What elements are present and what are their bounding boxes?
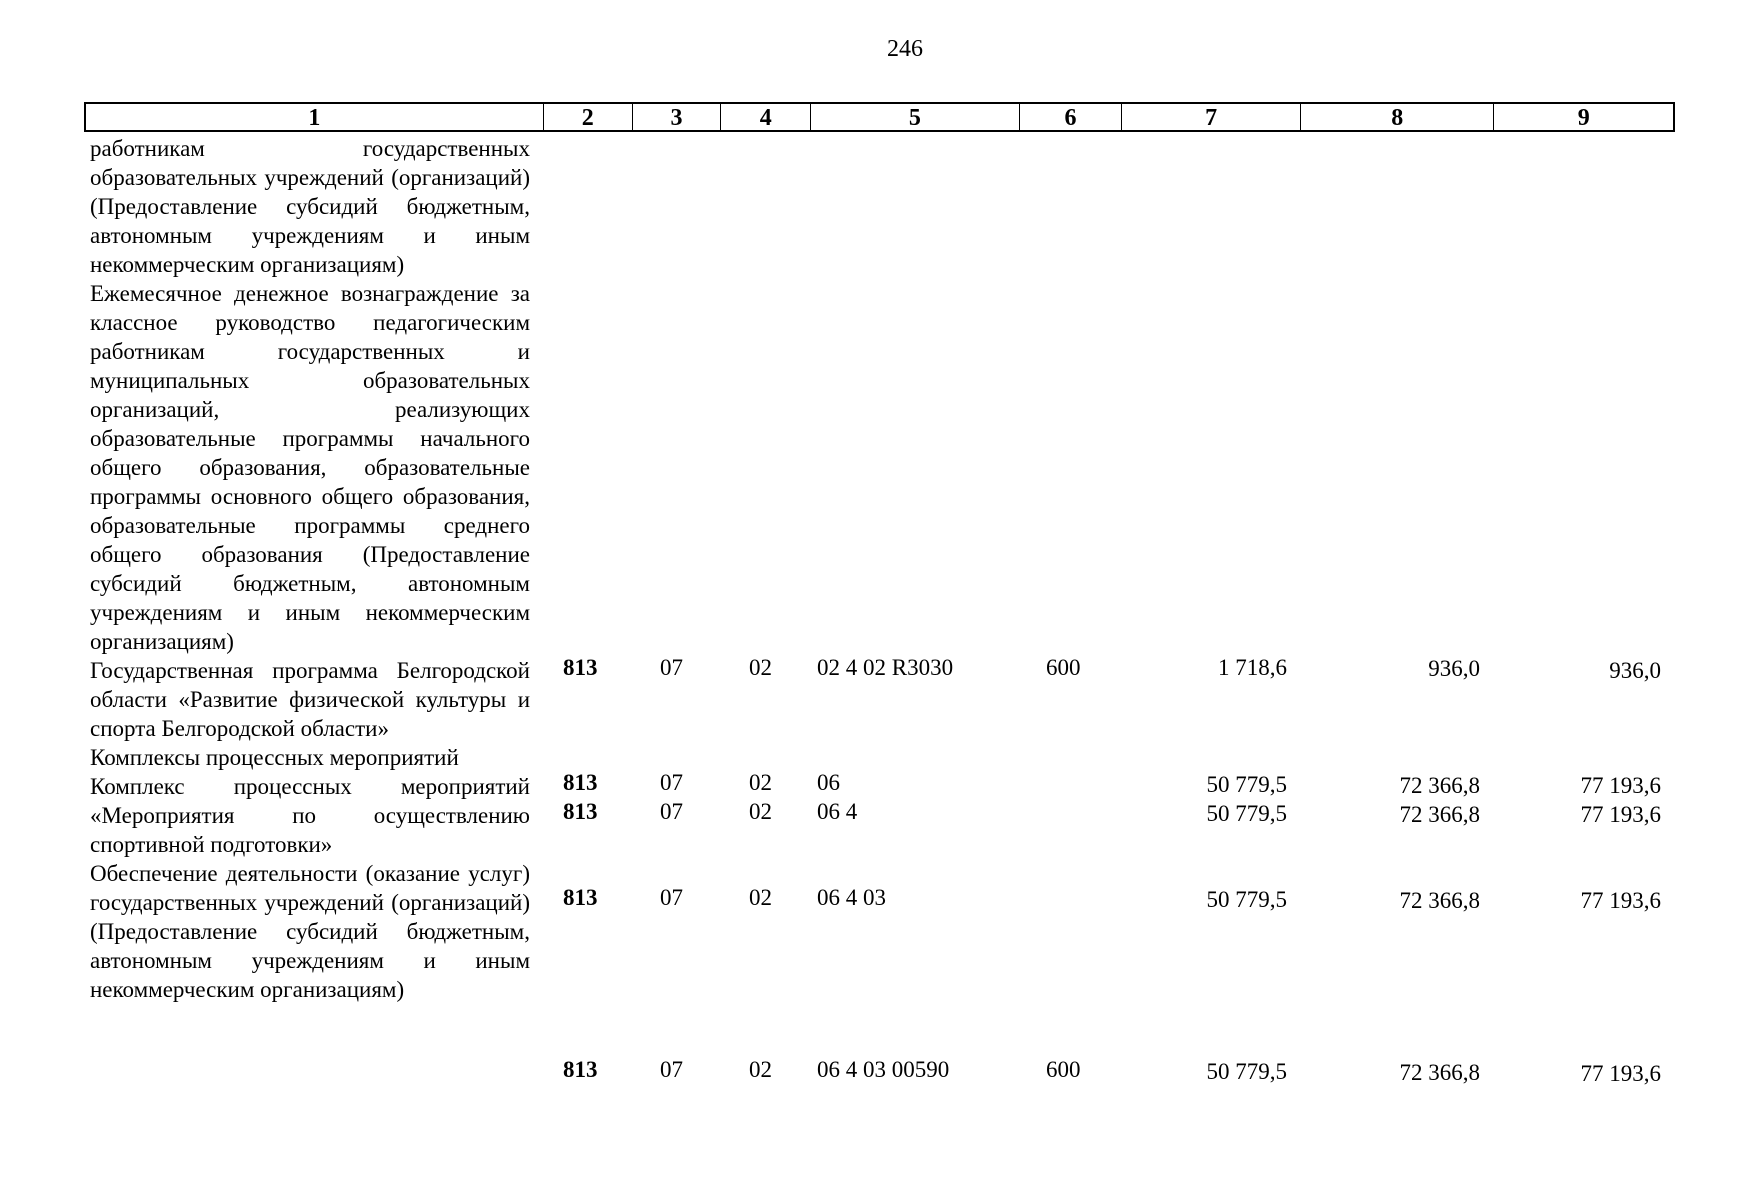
header-col-2: 2 [544, 104, 633, 130]
header-col-4: 4 [721, 104, 811, 130]
cell-c7: 50 779,5 [1206, 1059, 1287, 1084]
header-col-7: 7 [1122, 104, 1301, 130]
header-col-3: 3 [633, 104, 722, 130]
header-col-1: 1 [86, 104, 544, 130]
cell-c7: 50 779,5 [1206, 887, 1287, 912]
cell-c8: 72 366,8 [1399, 1060, 1480, 1085]
cell-c4: 02 [749, 799, 772, 824]
description-item: Обеспечение деятельности (оказание услуг) государственных учреждений (организаций) (Предоставление субсидий бюджетным, автономным учреждениям и иным некоммерческим организациям) [90, 861, 530, 1002]
page-number: 246 [887, 36, 923, 62]
cell-c5: 06 4 03 00590 [817, 1057, 950, 1082]
table-header [84, 102, 1675, 132]
cell-c5: 02 4 02 R3030 [817, 655, 954, 680]
cell-c3: 07 [660, 655, 683, 680]
description-item: работникам государственных образовательных учреждений (организаций) (Предоставление субсидий бюджетным, автономным учреждениям и иным некоммерческим организациям) [90, 136, 530, 277]
description-item: Комплексы процессных мероприятий [90, 745, 459, 770]
cell-c3: 07 [660, 770, 683, 795]
cell-c5: 06 4 [817, 799, 858, 824]
description-item: Государственная программа Белгородской области «Развитие физической культуры и спорта Белгородской области» [90, 658, 530, 741]
cell-c7: 50 779,5 [1206, 772, 1287, 797]
cell-c4: 02 [749, 655, 772, 680]
cell-c9: 936,0 [1609, 658, 1661, 683]
cell-c2: 813 [563, 885, 598, 910]
cell-c4: 02 [749, 770, 772, 795]
cell-c2: 813 [563, 655, 598, 680]
cell-c2: 813 [563, 799, 598, 824]
cell-c6: 600 [1046, 655, 1081, 680]
cell-c6: 600 [1046, 1057, 1081, 1082]
header-col-9: 9 [1577, 105, 1590, 131]
cell-c8: 936,0 [1428, 656, 1480, 681]
cell-c5: 06 4 03 [817, 885, 886, 910]
cell-c8: 72 366,8 [1399, 888, 1480, 913]
cell-c7: 50 779,5 [1206, 801, 1287, 826]
cell-c3: 07 [660, 799, 683, 824]
cell-c7: 1 718,6 [1218, 655, 1287, 680]
cell-c3: 07 [660, 885, 683, 910]
cell-c9: 77 193,6 [1580, 1061, 1661, 1086]
cell-c9: 77 193,6 [1580, 888, 1661, 913]
cell-c8: 72 366,8 [1399, 773, 1480, 798]
cell-c2: 813 [563, 1057, 598, 1082]
cell-c5: 06 [817, 770, 840, 795]
header-col-8: 8 [1301, 104, 1495, 130]
cell-c9: 77 193,6 [1580, 773, 1661, 798]
cell-c2: 813 [563, 770, 598, 795]
cell-c9: 77 193,6 [1580, 802, 1661, 827]
header-col-6: 6 [1020, 104, 1123, 130]
cell-c3: 07 [660, 1057, 683, 1082]
cell-c8: 72 366,8 [1399, 802, 1480, 827]
cell-c4: 02 [749, 885, 772, 910]
description-column [90, 134, 530, 1004]
description-item: Комплекс процессных мероприятий «Мероприятия по осуществлению спортивной подготовки» [90, 774, 530, 857]
cell-c4: 02 [749, 1057, 772, 1082]
header-col-5: 5 [811, 104, 1019, 130]
description-item: Ежемесячное денежное вознаграждение за классное руководство педагогическим работникам государственных и муниципальных образовательных организаций, реализующих образовательные программы начального общего образования, образовательные программы основного общего образования, образовательные программы среднего общего образования (Предоставление субсидий бюджетным, автономным учреждениям и иным некоммерческим организациям) [90, 281, 530, 654]
